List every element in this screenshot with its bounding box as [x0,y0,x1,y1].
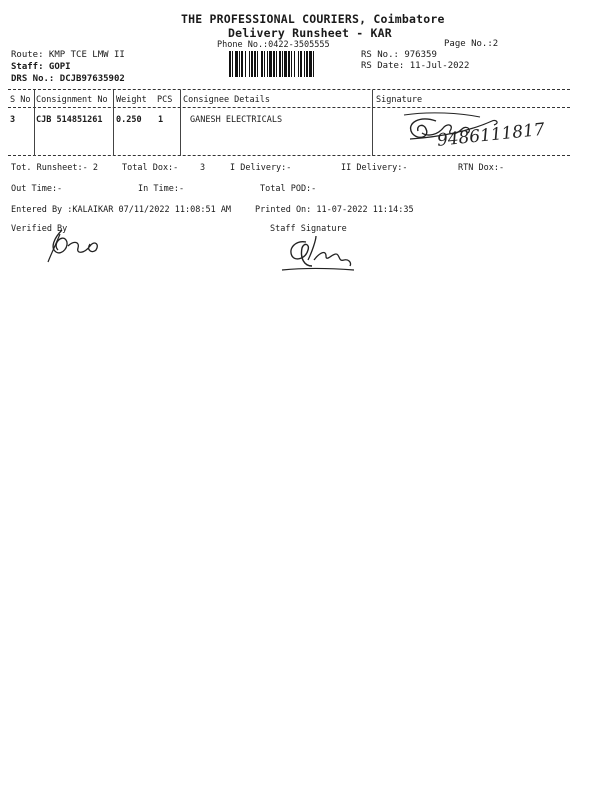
column-divider [180,90,181,156]
barcode-bar [313,51,314,77]
ii-delivery: II Delivery:- [341,163,408,173]
total-dox-value: 3 [200,163,206,173]
column-divider [113,90,114,156]
runsheet-title: Delivery Runsheet - KAR [228,26,392,40]
staff-signature-label: Staff Signature [270,224,347,234]
barcode-bar [291,51,292,77]
barcode-bar [264,51,265,77]
phone-number: Phone No.:0422-3505555 [217,40,330,50]
rtn-dox: RTN Dox:- [458,163,505,173]
barcode-bar [284,51,287,77]
barcode-bar [257,51,258,77]
barcode-bar [269,51,272,77]
barcode-bar [304,51,305,77]
total-pod: Total POD:- [260,184,317,194]
barcode-bar [279,51,281,77]
rs-date: RS Date: 11-Jul-2022 [361,61,470,71]
cell-sno: 3 [10,115,16,125]
total-dox-label: Total Dox:- [122,163,179,173]
drs-label: DRS No.: [11,74,55,84]
drs-value: DCJB97635902 [59,74,125,84]
out-time: Out Time:- [11,184,63,194]
rs-number: RS No.: 976359 [361,50,437,60]
drs-number [11,74,125,84]
verifier-signature-image [40,222,104,266]
barcode-bar [229,51,231,77]
barcode-bar [276,51,277,77]
tot-runsheet: Tot. Runsheet:- 2 [11,163,98,173]
barcode-bar [288,51,290,77]
in-time: In Time:- [138,184,185,194]
cell-consignee-details: GANESH ELECTRICALS [190,115,283,125]
barcode-bar [306,51,308,77]
barcode-bar [309,51,312,77]
barcode-bar [298,51,299,77]
barcode-bar [245,51,246,77]
header-weight: Weight [116,95,147,105]
entered-by: Entered By :KALAIKAR 07/11/2022 11:08:51 AM [11,205,232,215]
header-sno: S No [10,95,31,105]
barcode-bar [282,51,283,77]
barcode-bar [273,51,275,77]
barcode-bar [300,51,302,77]
i-delivery: I Delivery:- [230,163,292,173]
cell-consignment: CJB 514851261 [36,115,103,125]
page-number: Page No.:2 [444,39,499,49]
route-text: Route: KMP TCE LMW II [11,50,125,60]
barcode-bar [267,51,268,77]
barcode-bar [235,51,238,77]
barcode-bar [241,51,243,77]
barcode-bar [261,51,263,77]
barcode-bar [254,51,256,77]
verified-by-label: Verified By [11,224,68,234]
cell-weight: 0.250 [116,115,142,125]
cell-pcs: 1 [158,115,164,125]
barcode-bar [294,51,295,77]
staff-signature-image [278,232,358,276]
barcode-bar [239,51,240,77]
barcode-bar [251,51,253,77]
header-pcs: PCS [157,95,173,105]
column-divider [34,90,35,156]
staff-text: Staff: GOPI [11,62,71,72]
header-consignment: Consignment No [36,95,108,105]
company-title: THE PROFESSIONAL COURIERS, Coimbatore [181,12,445,26]
barcode-image [228,51,352,77]
handwritten-phone-number: 9486111817 [436,119,546,151]
header-consignee-details: Consignee Details [183,95,270,105]
printed-on: Printed On: 11-07-2022 11:14:35 [255,205,414,215]
header-signature: Signature [376,95,423,105]
table-top-divider [8,89,570,90]
barcode-bar [249,51,250,77]
column-divider [372,90,373,156]
barcode-bar [232,51,233,77]
